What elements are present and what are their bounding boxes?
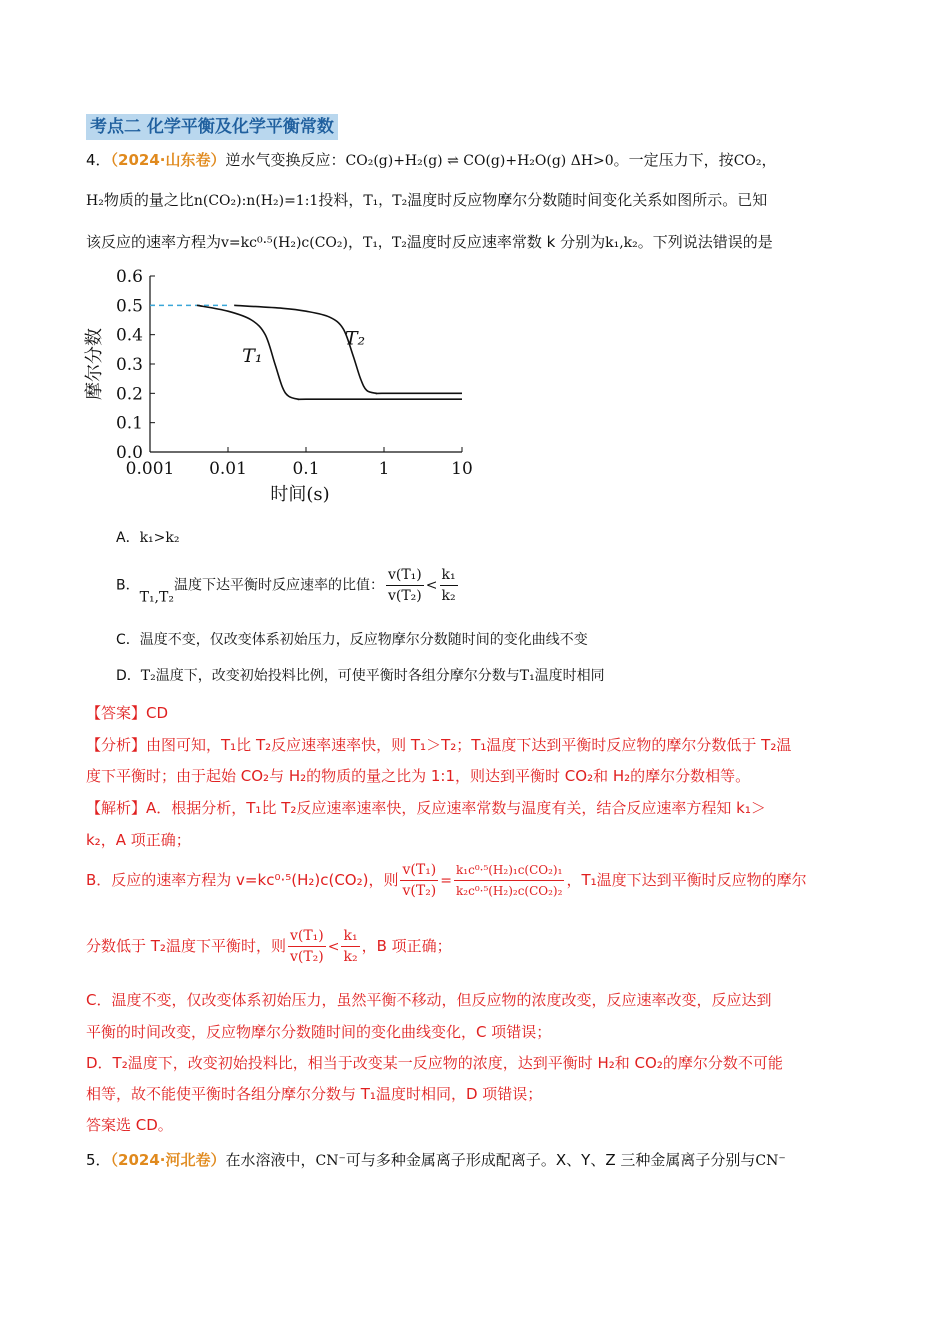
q4-rate-equation: v=kc⁰·⁵(H₂)c(CO₂) <box>221 235 348 251</box>
q5-number: 5． <box>86 1151 111 1169</box>
series-label-t2: T₂ <box>344 327 366 350</box>
mole-fraction-chart <box>80 262 500 517</box>
q4-h2: H₂ <box>86 193 104 209</box>
q4-temps-2: T₁，T₂ <box>362 235 407 251</box>
q4-k1k2: k₁,k₂ <box>605 235 638 251</box>
explain-b-ratio-2 <box>288 926 326 967</box>
explain-b-k-den: k₂ <box>343 949 358 965</box>
y-tick-label: 0.2 <box>115 384 143 405</box>
explain-b-line-1 <box>86 860 807 901</box>
jiexi-line-1: 【解析】A．根据分析，T₁比 T₂反应速率速率快，反应速率常数与温度有关，结合反应速率方程知 k₁＞ <box>86 799 766 817</box>
explain-c-line-1: C．温度不变，仅改变体系初始压力，虽然平衡不移动，但反应物的浓度改变，反应速率改变，反应达到 <box>86 991 772 1009</box>
option-d-label: D． <box>116 668 141 684</box>
option-c-label: C． <box>116 632 140 648</box>
explain-b-line-2 <box>86 926 452 967</box>
y-tick-label: 0.1 <box>115 413 143 434</box>
series-line-1 <box>197 305 462 399</box>
explain-b-k-num: k₁ <box>341 926 359 947</box>
q4-k-text: 温度时反应速率常数 k 分别为 <box>406 233 606 251</box>
option-b-ratio-den: v(T₂) <box>387 588 422 604</box>
y-axis-label: 摩尔分数 <box>84 328 105 400</box>
explain-b-ratio2-den: v(T₂) <box>289 949 324 965</box>
q4-co2: CO₂ <box>733 153 762 169</box>
series-label-t1: T₁ <box>242 345 263 367</box>
explain-b-full-ratio <box>454 860 564 901</box>
explain-b-ratio <box>400 860 438 901</box>
analysis-line-1: 【分析】由图可知，T₁比 T₂反应速率速率快，则 T₁＞T₂；T₁温度下达到平衡时反应物的摩尔分数低于 T₂温 <box>86 736 792 754</box>
q5-cn-2: CN⁻ <box>755 1153 786 1169</box>
explain-c-line-2: 平衡的时间改变，反应物摩尔分数随时间的变化曲线变化，C 项错误； <box>86 1023 552 1041</box>
q4-line-1 <box>86 150 777 171</box>
option-b-temps: T₁,T₂ <box>139 589 174 606</box>
x-tick-label: 0.01 <box>209 459 247 479</box>
option-a <box>116 528 180 548</box>
explain-b-ratio-den: v(T₂) <box>402 883 437 899</box>
x-tick-label: 10 <box>451 459 473 479</box>
q4-intro: 逆水气变换反应： <box>225 151 346 169</box>
option-d <box>116 666 605 686</box>
explain-d-line-1: D．T₂温度下，改变初始投料比，相当于改变某一反应物的浓度，达到平衡时 H₂和 CO₂的摩尔分数不可能 <box>86 1054 783 1072</box>
option-a-label: A． <box>116 530 140 546</box>
explain-b-lt: < <box>327 939 340 955</box>
option-b-k-ratio <box>440 565 458 606</box>
explain-b-text-2: ，T₁温度下达到平衡时反应物的摩尔 <box>566 871 807 889</box>
option-b-ratio-num: v(T₁) <box>386 565 424 586</box>
x-axis-label: 时间(s) <box>270 484 330 505</box>
explain-b-full-den: k₂c⁰·⁵(H₂)₂c(CO₂)₂ <box>456 884 563 898</box>
q4-ratio-text: 物质的量之比 <box>103 191 194 209</box>
q4-rate-text: 该反应的速率方程为 <box>86 233 222 251</box>
x-tick-label: 0.001 <box>125 459 175 479</box>
option-b-ratio <box>386 565 424 606</box>
option-a-text: k₁>k₂ <box>139 530 180 546</box>
q4-comma: ， <box>761 151 777 169</box>
option-b-text: 温度下达平衡时反应速率的比值： <box>173 577 384 594</box>
y-tick-label: 0.5 <box>115 296 143 317</box>
explain-b-full-num: k₁c⁰·⁵(H₂)₁c(CO₂)₁ <box>454 860 564 881</box>
option-b-lt: < <box>425 577 438 594</box>
q5-line-1 <box>86 1150 786 1171</box>
explain-b-ratio-num: v(T₁) <box>400 860 438 881</box>
analysis-line-2: 度下平衡时；由于起始 CO₂与 H₂的物质的量之比为 1:1，则达到平衡时 CO₂和 H₂的摩尔分数相等。 <box>86 767 751 785</box>
y-tick-label: 0.0 <box>115 443 143 463</box>
answer-line: 【答案】CD <box>86 704 169 722</box>
final-answer: 答案选 CD。 <box>86 1116 173 1134</box>
q4-source: （2024·山东卷） <box>110 151 226 169</box>
series-line-2 <box>234 305 462 393</box>
q5-cn: CN⁻ <box>315 1153 346 1169</box>
explain-b-text-3: 分数低于 T₂温度下平衡时，则 <box>86 937 286 955</box>
q5-source: （2024·河北卷） <box>110 1151 226 1169</box>
explain-b-text: B．反应的速率方程为 v=kc⁰·⁵(H₂)c(CO₂)，则 <box>86 871 399 889</box>
y-tick-label: 0.4 <box>115 325 143 346</box>
option-d-text: 温度下，改变初始投料比例，可使平衡时各组分摩尔分数与 <box>155 668 520 684</box>
option-b <box>116 565 460 608</box>
jiexi-line-2: k₂，A 项正确； <box>86 831 191 849</box>
explain-b-text-4: ，B 项正确； <box>361 937 452 955</box>
explain-b-ratio2-num: v(T₁) <box>288 926 326 947</box>
x-tick-label: 0.1 <box>292 459 320 479</box>
q4-comma-2: ， <box>347 233 363 251</box>
option-d-t2: T₂ <box>140 668 156 684</box>
explain-b-k-ratio <box>341 926 359 967</box>
explain-d-line-2: 相等，故不能使平衡时各组分摩尔分数与 T₁温度时相同，D 项错误； <box>86 1085 543 1103</box>
option-c-text: 温度不变，仅改变体系初始压力，反应物摩尔分数随时间的变化曲线不变 <box>139 632 588 648</box>
explain-b-eq: = <box>440 873 453 889</box>
option-b-k-num: k₁ <box>440 565 458 586</box>
section-title: 考点二 化学平衡及化学平衡常数 <box>86 114 338 140</box>
q4-graph-text: 温度时反应物摩尔分数随时间变化关系如图所示。已知 <box>407 191 768 209</box>
option-c <box>116 630 588 650</box>
q4-temps: T₁，T₂ <box>363 193 408 209</box>
q4-reaction: CO₂(g)+H₂(g) ⇌ CO(g)+H₂O(g) ΔH>0 <box>345 153 614 169</box>
q4-feed-text: 投料， <box>318 191 364 209</box>
option-d-text-2: 温度时相同 <box>534 668 605 684</box>
y-tick-label: 0.6 <box>115 267 143 287</box>
option-b-k-den: k₂ <box>441 588 456 604</box>
x-tick-label: 1 <box>378 459 390 479</box>
q4-line-3 <box>86 232 773 253</box>
y-tick-label: 0.3 <box>115 355 143 375</box>
q4-question: 。下列说法错误的是 <box>637 233 773 251</box>
q5-text-b: 可与多种金属离子形成配离子。X、Y、Z 三种金属离子分别与 <box>345 1151 756 1169</box>
q5-text-a: 在水溶液中， <box>225 1151 316 1169</box>
q4-number: 4． <box>86 151 111 169</box>
q4-condition: 。一定压力下，按 <box>613 151 734 169</box>
q4-ratio: n(CO₂):n(H₂)=1:1 <box>193 193 319 209</box>
option-d-t1: T₁ <box>519 668 535 684</box>
q4-line-2 <box>86 190 767 211</box>
option-b-label: B． <box>116 577 140 594</box>
